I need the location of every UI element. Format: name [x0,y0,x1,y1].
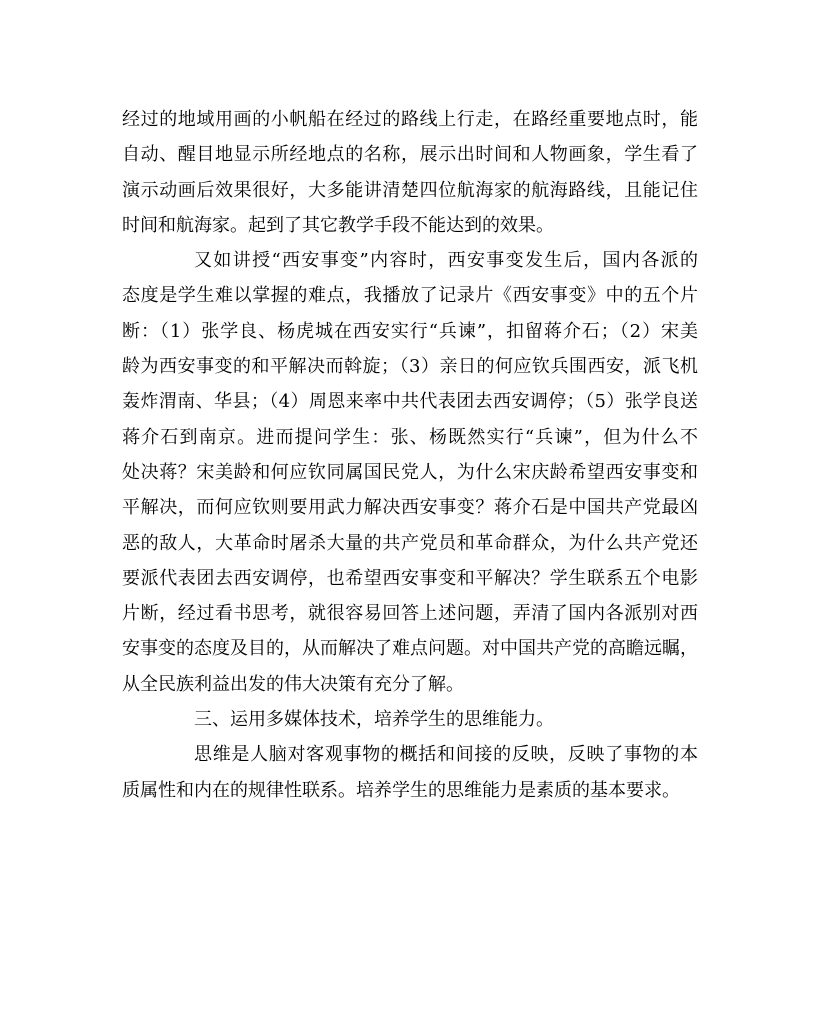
text-line: 自动、醒目地显示所经地点的名称，展示出时间和人物画象，学生看了 [122,144,698,166]
text-line: 恶的敌人，大革命时屠杀大量的共产党员和革命群众，为什么共产党还 [122,532,698,554]
paragraph-thinking-ability [122,737,698,808]
text-line: 要派代表团去西安调停，也希望西安事变和平解决？学生联系五个电影 [122,567,698,589]
paragraph-xian-incident [122,243,698,702]
section-heading [122,702,698,737]
text-line: 蒋介石到南京。进而提问学生：张、杨既然实行“兵谏”，但为什么不 [122,426,698,448]
text-line: 片断，经过看书思考，就很容易回答上述问题，弄清了国内各派别对西 [122,603,698,625]
paragraph-navigators-animation [122,102,698,243]
text-line: 质属性和内在的规律性联系。培养学生的思维能力是素质的基本要求。 [122,779,680,801]
text-line: 思维是人脑对客观事物的概括和间接的反映，反映了事物的本 [194,744,698,766]
text-line: 处决蒋？宋美龄和何应钦同属国民党人，为什么宋庆龄希望西安事变和 [122,461,698,483]
text-line: 时间和航海家。起到了其它教学手段不能达到的效果。 [122,214,554,236]
text-line: 又如讲授“西安事变”内容时，西安事变发生后，国内各派的 [194,250,698,272]
text-line: 平解决，而何应钦则要用武力解决西安事变？蒋介石是中国共产党最凶 [122,497,698,519]
text-line: 从全民族利益出发的伟大决策有充分了解。 [122,673,464,695]
text-line: 龄为西安事变的和平解决而斡旋；（3）亲日的何应钦兵围西安，派飞机 [122,356,698,378]
text-line: 安事变的态度及目的，从而解决了难点问题。对中国共产党的高瞻远瞩， [122,638,698,660]
text-line: 演示动画后效果很好，大多能讲清楚四位航海家的航海路线，且能记住 [122,179,698,201]
text-line: 态度是学生难以掌握的难点，我播放了记录片《西安事变》中的五个片 [122,285,698,307]
heading-line: 三、运用多媒体技术，培养学生的思维能力。 [194,709,554,731]
text-line: 经过的地域用画的小帆船在经过的路线上行走，在路经重要地点时，能 [122,109,698,130]
document-body [122,102,698,808]
text-line: 轰炸渭南、华县；（4）周恩来率中共代表团去西安调停；（5）张学良送 [122,391,698,413]
text-line: 断：（1）张学良、杨虎城在西安实行“兵谏”，扣留蒋介石；（2）宋美 [122,320,698,342]
